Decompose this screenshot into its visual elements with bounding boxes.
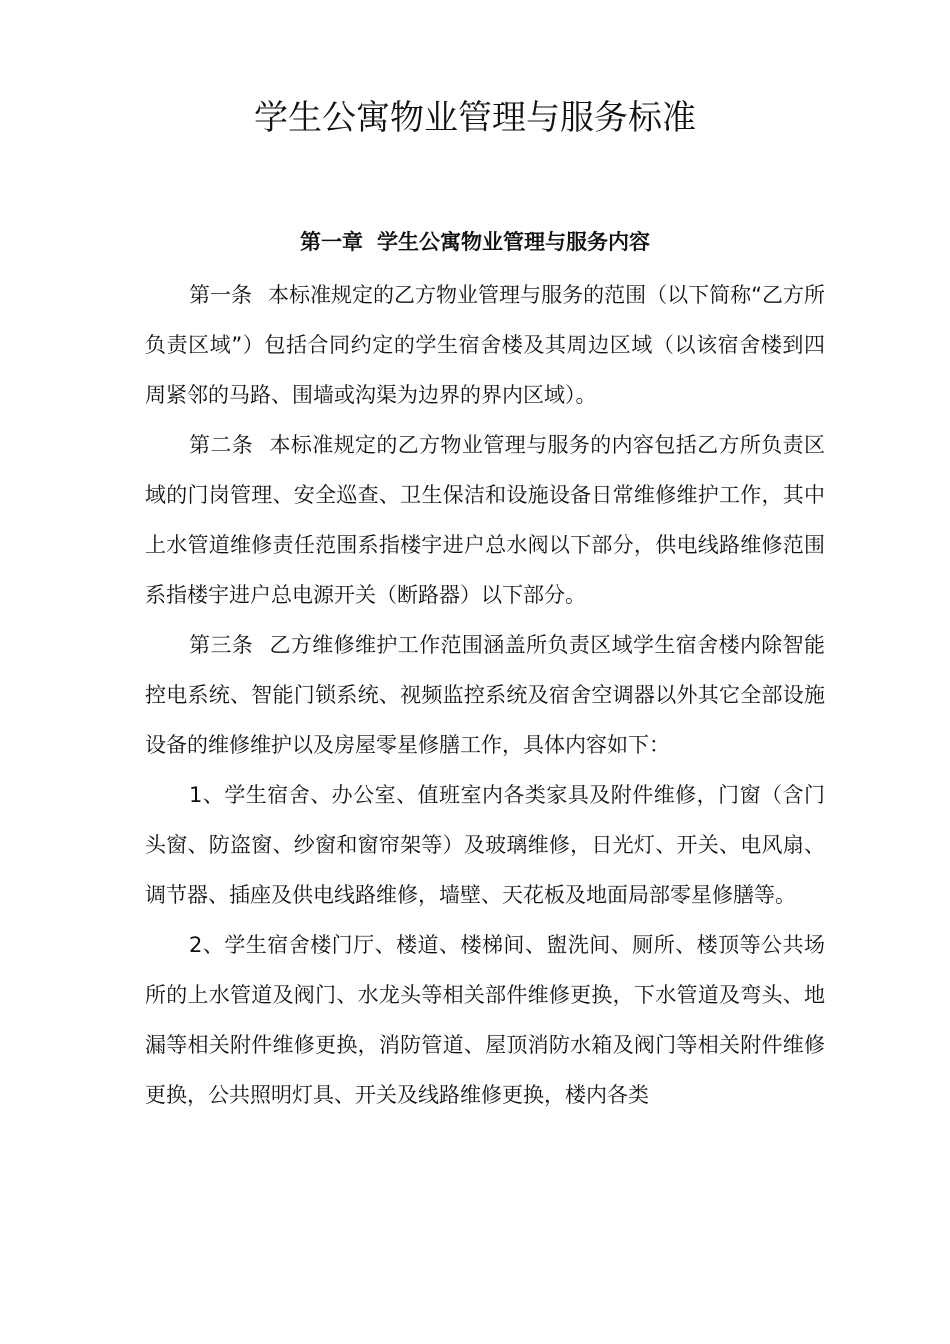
chapter-heading [0,224,950,260]
list-item-1-paragraph [145,770,825,920]
chapter-number: 第一章 [300,230,363,254]
article-2-paragraph [145,420,825,620]
list-item-label: 2、 [189,933,225,957]
article-label: 第三条 [189,633,254,657]
article-text: 本标准规定的乙方物业管理与服务的范围（以下简称“乙方所负责区域”）包括合同约定的学生宿舍楼及其周边区域（以该宿舍楼到四周紧邻的马路、围墙或沟渠为边界的界内区域）。 [145,283,825,407]
article-label: 第一条 [189,283,253,307]
list-item-text: 学生宿舍、办公室、值班室内各类家具及附件维修，门窗（含门头窗、防盗窗、纱窗和窗帘架等）及玻璃维修，日光灯、开关、电风扇、调节器、插座及供电线路维修，墙壁、天花板及地面局部零星修膳等。 [145,783,825,907]
list-item-label: 1、 [189,783,225,807]
article-label: 第二条 [189,433,254,457]
article-1-paragraph [145,270,825,420]
document-title: 学生公寓物业管理与服务标准 [254,98,696,138]
article-3-paragraph [145,620,825,770]
article-text: 本标准规定的乙方物业管理与服务的内容包括乙方所负责区域的门岗管理、安全巡查、卫生保洁和设施设备日常维修维护工作，其中上水管道维修责任范围系指楼宇进户总水阀以下部分，供电线路维修范围系指楼宇进户总电源开关（断路器）以下部分。 [145,433,826,607]
chapter-title: 学生公寓物业管理与服务内容 [377,230,650,254]
document-body [145,270,825,1120]
list-item-text: 学生宿舍楼门厅、楼道、楼梯间、盥洗间、厕所、楼顶等公共场所的上水管道及阀门、水龙头等相关部件维修更换，下水管道及弯头、地漏等相关附件维修更换，消防管道、屋顶消防水箱及阀门等相关附件维修更换，公共照明灯具、开关及线路维修更换，楼内各类 [145,933,825,1107]
article-text: 乙方维修维护工作范围涵盖所负责区域学生宿舍楼内除智能控电系统、智能门锁系统、视频监控系统及宿舍空调器以外其它全部设施设备的维修维护以及房屋零星修膳工作，具体内容如下： [145,633,826,757]
list-item-2-paragraph [145,920,825,1120]
